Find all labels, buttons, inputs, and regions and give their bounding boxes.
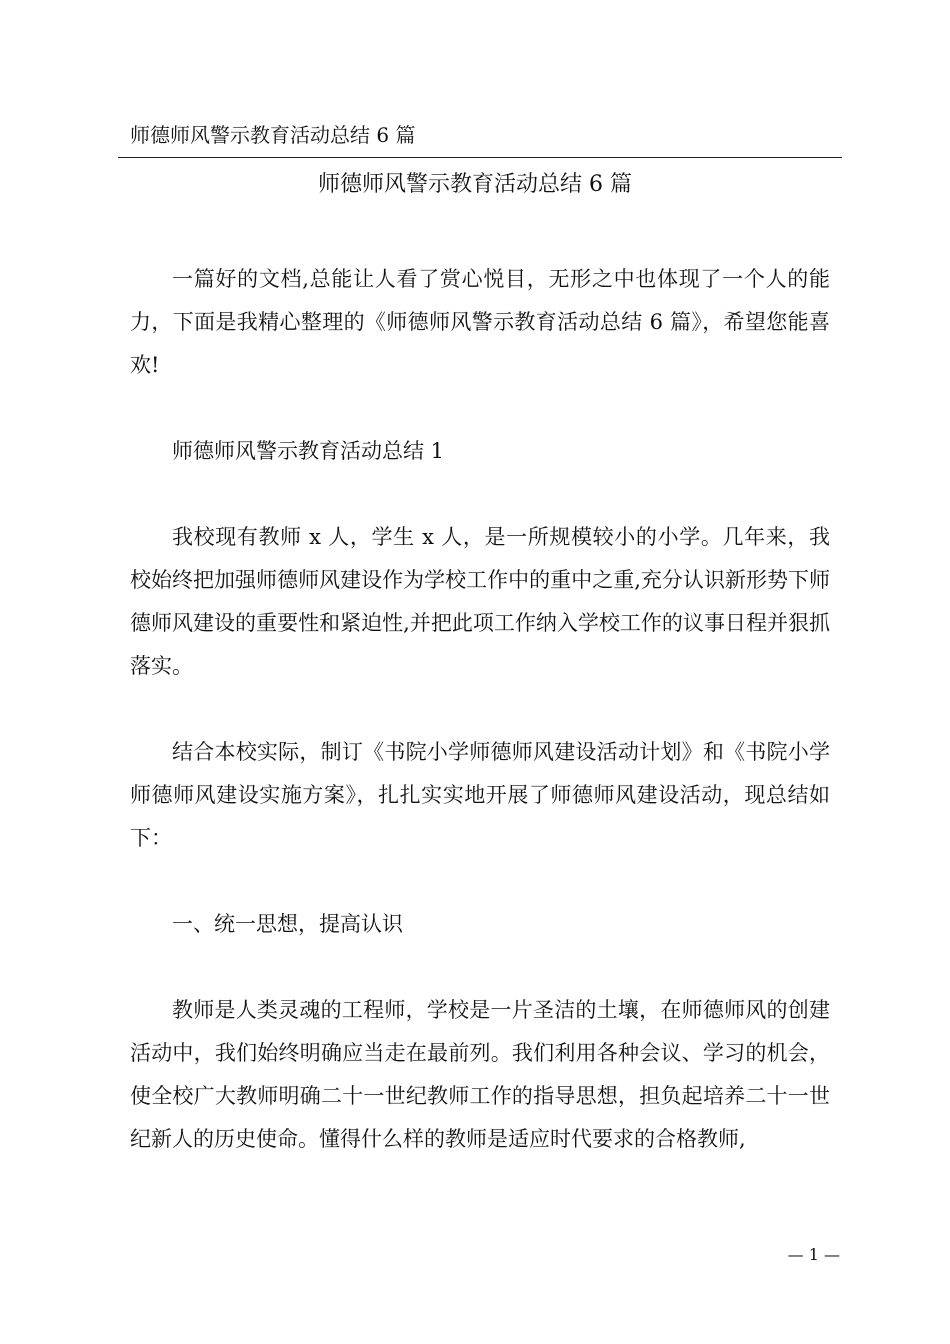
paragraph-spacer	[130, 946, 830, 989]
section-heading: 师德师风警示教育活动总结 1	[172, 439, 445, 463]
body-paragraph: 教师是人类灵魂的工程师，学校是一片圣洁的土壤，在师德师风的创建活动中，我们始终明确应当走在最前列。我们利用各种会议、学习的机会，使全校广大教师明确二十一世纪教师工作的指导思想，担负起培养二十一世纪新人的历史使命。懂得什么样的教师是适应时代要求的合格教师,	[130, 998, 830, 1151]
paragraph-spacer	[130, 688, 830, 731]
paragraph-spacer	[130, 860, 830, 903]
paragraph-spacer	[130, 387, 830, 430]
document-title: 师德师风警示教育活动总结 6 篇	[318, 172, 632, 197]
running-header: 师德师风警示教育活动总结 6 篇	[130, 123, 416, 147]
body-paragraph: 我校现有教师 x 人，学生 x 人，是一所规模较小的小学。几年来，我校始终把加强师德师风建设作为学校工作中的重中之重,充分认识新形势下师德师风建设的重要性和紧迫性,并把此项工作纳入学校工作的议事日程并狠抓落实。	[130, 525, 830, 678]
document-body	[130, 258, 830, 1161]
page-number: — 1 —	[787, 1245, 840, 1264]
subsection-heading: 一、统一思想，提高认识	[172, 912, 403, 936]
header-divider	[118, 157, 842, 158]
body-paragraph: 结合本校实际，制订《书院小学师德师风建设活动计划》和《书院小学师德师风建设实施方案》，扎扎实实地开展了师德师风建设活动，现总结如下：	[130, 740, 830, 850]
paragraph-spacer	[130, 473, 830, 516]
intro-paragraph: 一篇好的文档,总能让人看了赏心悦目，无形之中也体现了一个人的能力，下面是我精心整理的《师德师风警示教育活动总结 6 篇》，希望您能喜欢!	[130, 267, 830, 377]
